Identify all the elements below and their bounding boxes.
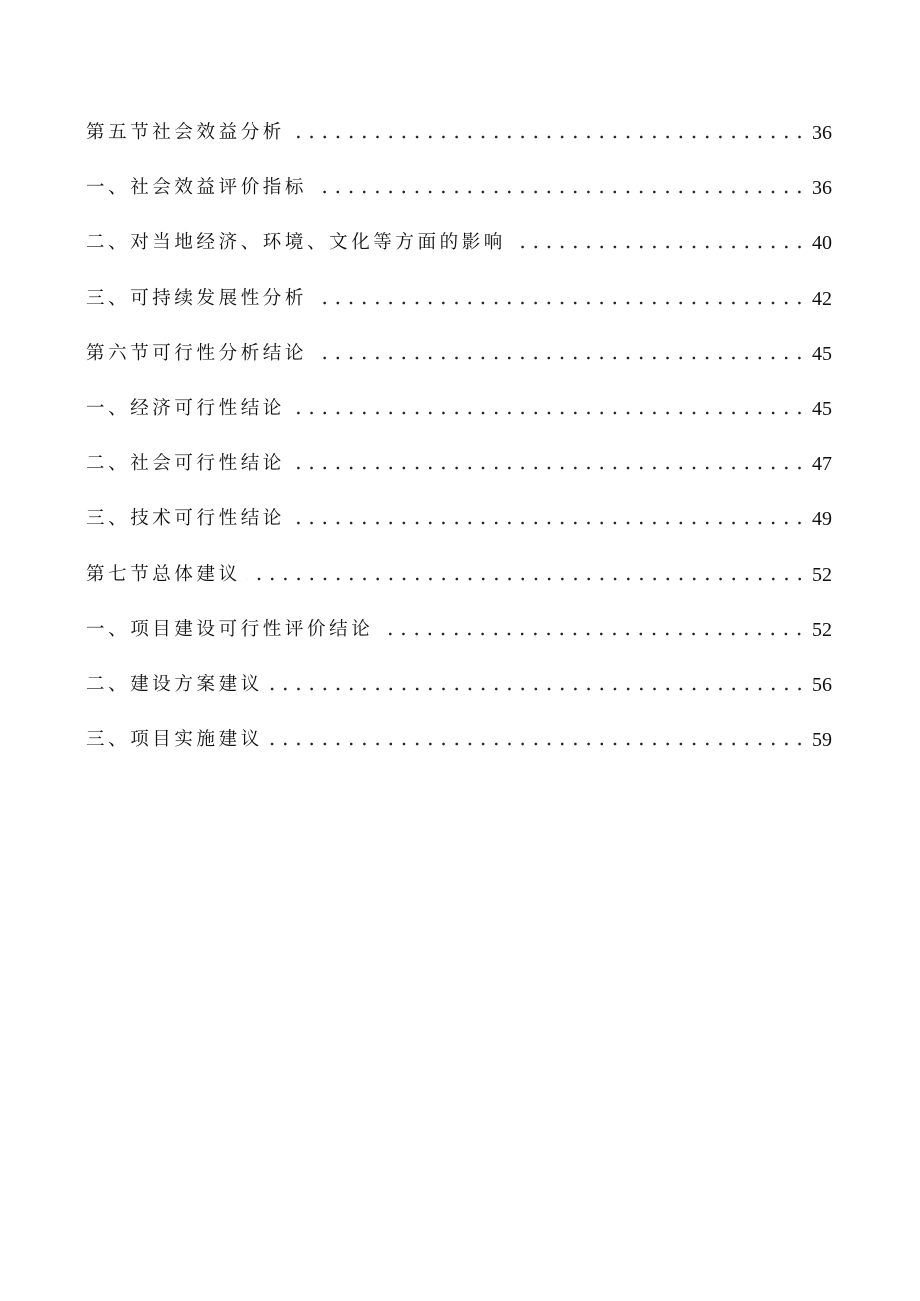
toc-entry-title: 二、对当地经济、环境、文化等方面的影响 xyxy=(86,232,506,254)
dot-leader xyxy=(269,685,806,693)
dot-leader xyxy=(313,299,806,307)
toc-entry xyxy=(86,118,832,148)
toc-page-number: 52 xyxy=(812,563,832,586)
toc-page-number: 47 xyxy=(812,453,832,476)
toc-entry xyxy=(86,670,832,700)
toc-entry xyxy=(86,504,832,534)
toc-page-number: 42 xyxy=(812,287,832,310)
toc-entry xyxy=(86,339,832,369)
toc-entry xyxy=(86,449,832,479)
toc-entry xyxy=(86,284,832,314)
dot-leader xyxy=(291,133,806,141)
toc-entry-title: 三、项目实施建议 xyxy=(86,729,263,751)
dot-leader xyxy=(313,354,806,362)
toc-page-number: 36 xyxy=(812,122,832,144)
toc-entry-title: 一、经济可行性结论 xyxy=(86,397,285,419)
dot-leader xyxy=(512,243,806,251)
toc-page-number: 52 xyxy=(812,618,832,641)
toc-entry-title: 三、技术可行性结论 xyxy=(86,508,285,530)
toc-entry-title: 三、可持续发展性分析 xyxy=(86,287,308,309)
toc-page-number: 45 xyxy=(812,342,832,365)
toc-page-number: 59 xyxy=(812,729,832,752)
toc-entry xyxy=(86,173,832,203)
toc-entry-title: 第七节总体建议 xyxy=(86,563,241,585)
toc-page-number: 36 xyxy=(812,177,832,200)
dot-leader xyxy=(291,464,806,472)
dot-leader xyxy=(291,519,806,527)
toc-entry-title: 第五节社会效益分析 xyxy=(86,122,285,143)
dot-leader xyxy=(247,575,806,583)
toc-page-number: 45 xyxy=(812,397,832,420)
toc-entry xyxy=(86,560,832,590)
toc-entry-title: 第六节可行性分析结论 xyxy=(86,342,308,364)
toc-page-number: 40 xyxy=(812,232,832,255)
toc-entry-title: 一、社会效益评价指标 xyxy=(86,177,308,199)
dot-leader xyxy=(269,740,806,748)
dot-leader xyxy=(379,630,806,638)
toc-entry-title: 二、建设方案建议 xyxy=(86,673,263,695)
toc-entry xyxy=(86,228,832,258)
dot-leader xyxy=(313,188,806,196)
dot-leader xyxy=(291,409,806,417)
toc-entry-title: 一、项目建设可行性评价结论 xyxy=(86,618,374,640)
toc-entry-title: 二、社会可行性结论 xyxy=(86,453,285,475)
toc-entry xyxy=(86,394,832,424)
toc-page-number: 56 xyxy=(812,673,832,696)
toc-entry xyxy=(86,725,832,755)
table-of-contents xyxy=(86,118,832,780)
toc-entry xyxy=(86,615,832,645)
toc-page-number: 49 xyxy=(812,508,832,531)
